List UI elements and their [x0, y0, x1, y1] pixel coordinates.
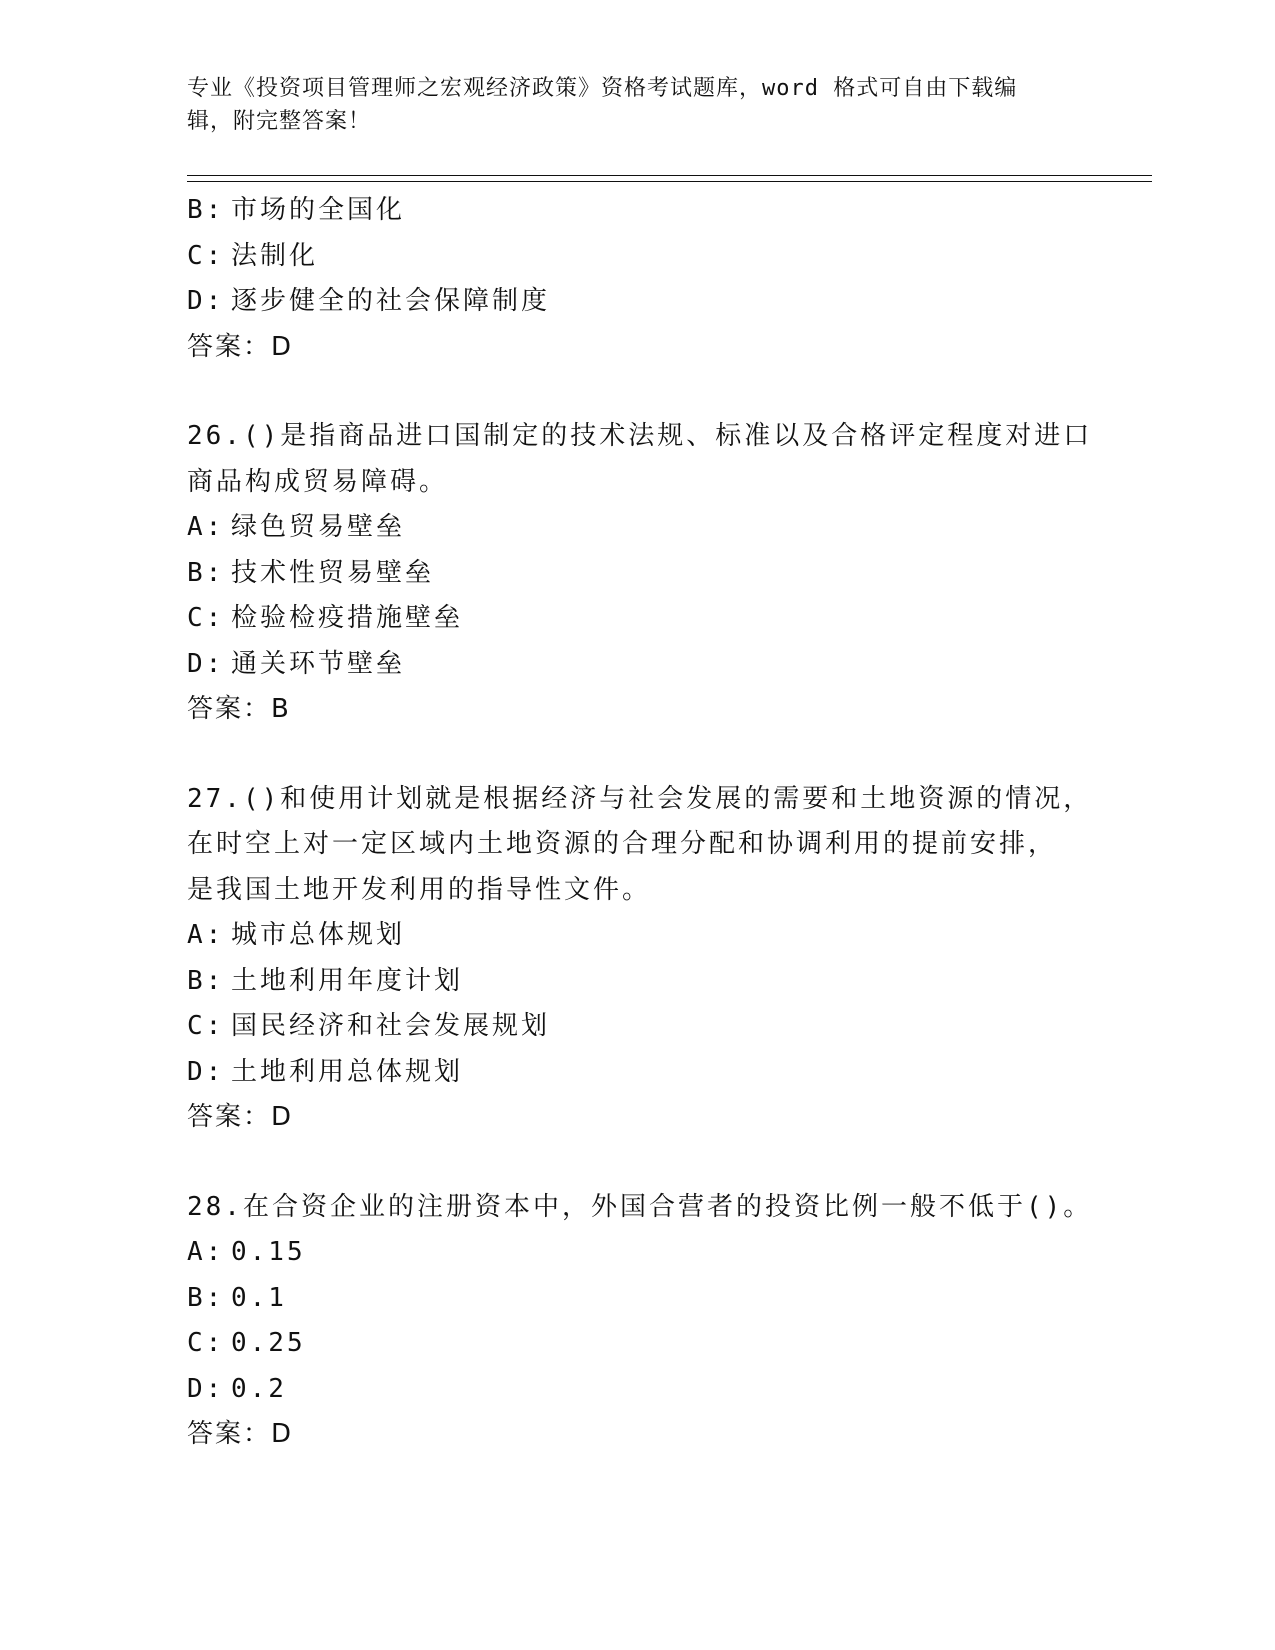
answer-line: 答案：D — [187, 1102, 294, 1132]
option-letter: C: — [187, 240, 225, 271]
option-letter: C: — [187, 1011, 225, 1041]
question-stem-line: 是我国土地开发利用的指导性文件。 — [187, 874, 652, 905]
option-text: 逐步健全的社会保障制度 — [231, 286, 551, 316]
option-text: 市场的全国化 — [231, 195, 406, 225]
option-letter: B: — [187, 557, 225, 588]
option-a — [187, 913, 1087, 959]
question-list — [187, 188, 1093, 1458]
question-26 — [187, 414, 1093, 733]
question-28 — [187, 1185, 1093, 1458]
option-text: 0.15 — [231, 1237, 306, 1267]
question-25-tail — [187, 188, 1087, 370]
option-letter: C: — [187, 603, 225, 633]
option-text: 城市总体规划 — [231, 920, 406, 950]
header-line-2: 辑，附完整答案！ — [187, 109, 372, 134]
spacer — [187, 370, 1087, 414]
option-letter: A: — [187, 920, 225, 950]
option-b — [187, 959, 1087, 1005]
option-letter: B: — [187, 195, 225, 225]
option-letter: D: — [187, 1056, 225, 1087]
option-a — [187, 505, 1087, 551]
header-rule-top — [187, 175, 1152, 176]
option-d — [187, 1050, 1087, 1096]
option-d — [187, 279, 1087, 325]
option-c — [187, 1321, 1087, 1367]
option-text: 技术性贸易壁垒 — [231, 557, 435, 588]
option-b — [187, 188, 1087, 234]
option-letter: D: — [187, 1373, 225, 1404]
option-letter: A: — [187, 512, 225, 542]
option-d — [187, 642, 1087, 688]
answer-line: 答案：D — [187, 1419, 294, 1449]
option-c — [187, 234, 1087, 280]
option-letter: C: — [187, 1328, 225, 1358]
document-header — [187, 72, 1087, 138]
answer-line: 答案：D — [187, 331, 294, 362]
option-text: 0.1 — [231, 1282, 287, 1313]
option-c — [187, 596, 1087, 642]
option-letter: D: — [187, 648, 225, 679]
answer-line: 答案：B — [187, 694, 291, 724]
option-d — [187, 1367, 1087, 1413]
option-text: 土地利用总体规划 — [231, 1056, 464, 1087]
spacer — [187, 1141, 1087, 1185]
option-text: 0.2 — [231, 1373, 287, 1404]
question-stem-line: 商品构成贸易障碍。 — [187, 466, 449, 497]
option-text: 0.25 — [231, 1328, 306, 1358]
option-text: 国民经济和社会发展规划 — [231, 1011, 551, 1041]
spacer — [187, 733, 1087, 777]
option-text: 法制化 — [231, 240, 319, 271]
option-letter: B: — [187, 1282, 225, 1313]
option-letter: A: — [187, 1237, 225, 1267]
question-stem-line: 28.在合资企业的注册资本中，外国合营者的投资比例一般不低于()。 — [187, 1191, 1093, 1222]
option-b — [187, 1276, 1087, 1322]
option-text: 检验检疫措施壁垒 — [231, 603, 464, 633]
question-27 — [187, 777, 1093, 1141]
header-line-1: 专业《投资项目管理师之宏观经济政策》资格考试题库，word 格式可自由下载编 — [187, 76, 1018, 101]
option-b — [187, 551, 1087, 597]
option-text: 土地利用年度计划 — [231, 965, 464, 996]
question-stem-line: 26.()是指商品进口国制定的技术法规、标准以及合格评定程度对进口 — [187, 421, 1093, 451]
question-stem-line: 27.()和使用计划就是根据经济与社会发展的需要和土地资源的情况， — [187, 783, 1093, 814]
option-letter: D: — [187, 286, 225, 316]
option-text: 通关环节壁垒 — [231, 648, 406, 679]
question-stem-line: 在时空上对一定区域内土地资源的合理分配和协调利用的提前安排， — [187, 829, 1058, 859]
header-rule-bottom — [187, 181, 1152, 182]
option-c — [187, 1004, 1087, 1050]
option-letter: B: — [187, 965, 225, 996]
option-text: 绿色贸易壁垒 — [231, 512, 406, 542]
option-a — [187, 1230, 1087, 1276]
